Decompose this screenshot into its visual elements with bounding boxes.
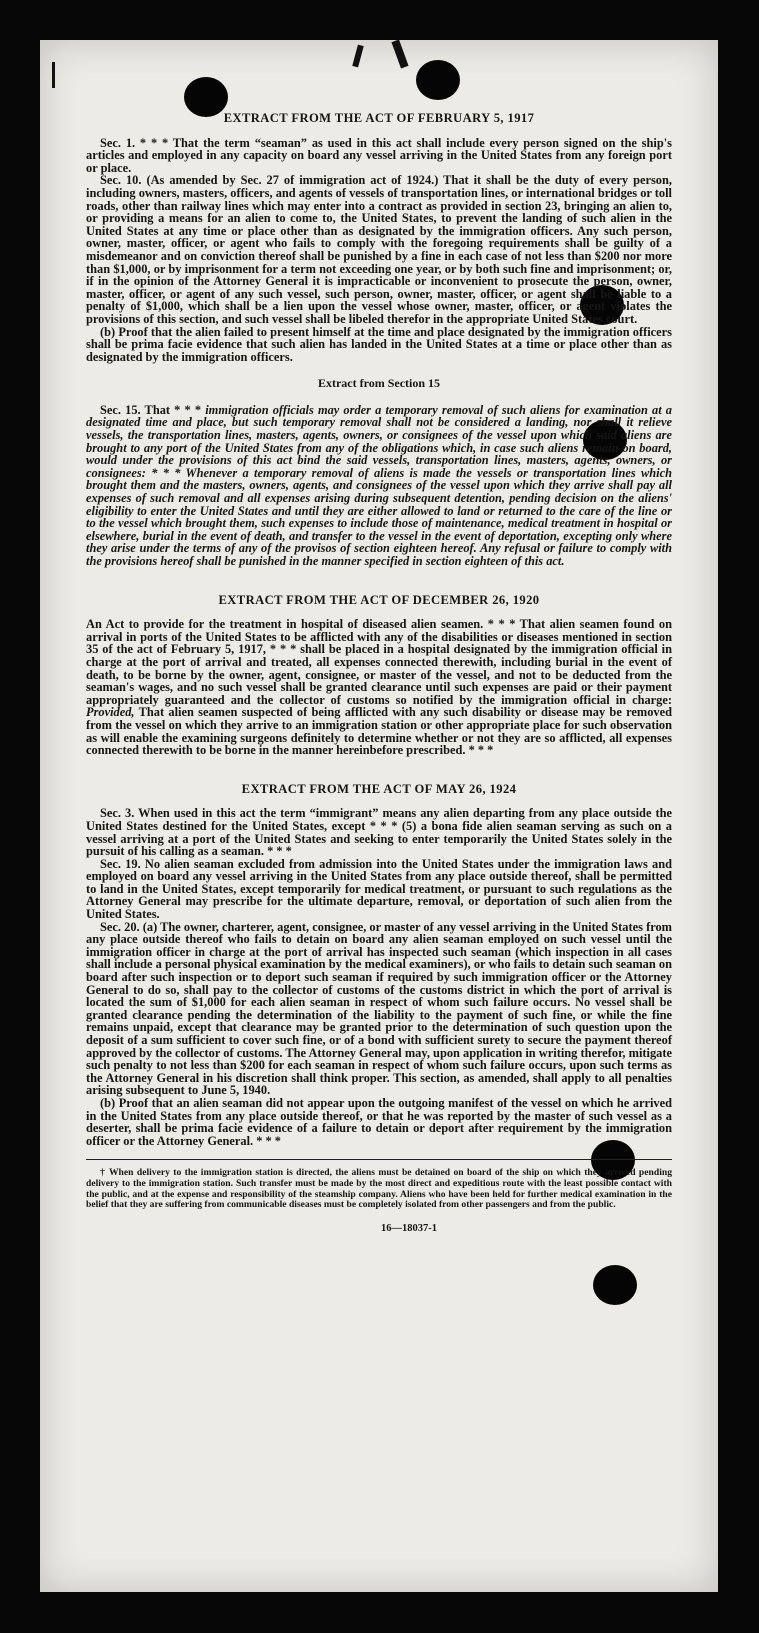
footnote: † When delivery to the immigration station is directed, the aliens must be detained on board of the ship on which they arrived pending delivery to the immigration station. Such transfer must be made by the most direct and expeditious route with the least possible contact with the public, and at the expense and responsibility of the steamship company. Aliens who have been held for further medical examination in the belief that they are suffering from communicable diseases must be completely isolated from other passengers and from the public.	[86, 1167, 672, 1211]
act-1920-text: An Act to provide for the treatment in hospital of diseased alien seamen. * * * That alien seamen found on arrival in ports of the United States to be afflicted with any of the disabilities or diseases mentioned in section 35 of the act of February 5, 1917, * * * shall be placed in a hospital designated by the immigration official in charge at the port of arrival and treated, all expenses connected therewith, including burial in the event of death, to be borne by the owner, agent, consignee, or master of the vessel, and not to be deducted from the seaman's wages, and no such vessel shall be granted clearance until such expenses are paid or their payment appropriately guaranteed and the collector of customs so notified by the immigration official in charge:	[86, 617, 672, 707]
heading-act-1920: EXTRACT FROM THE ACT OF DECEMBER 26, 1920	[218, 592, 540, 607]
paragraph-sec-10: Sec. 10. (As amended by Sec. 27 of immigration act of 1924.) That it shall be the duty of every person, including owners, masters, officers, and agents of vessels of transportation lines, or international bridges or toll roads, other than railway lines which may enter into a contract as provided in section 23, bringing an alien to, or providing a means for an alien to come to, the United States, to prevent the landing of such alien in the United States at any time or place other than as designated by the immigration officers. Any such person, owner, master, officer, or agent who fails to comply with the foregoing requirements shall be guilty of a misdemeanor and on conviction thereof shall be punished by a fine in each case of not less than $200 nor more than $1,000, or by imprisonment for a term not exceeding one year, or by both such fine and imprisonment; or, if in the opinion of the Attorney General it is impracticable or inconvenient to prosecute the person, owner, master, officer, or agent of any such vessel, such person, owner, master, officer, or agent shall be liable to a penalty of $1,000, which shall be a lien upon the vessel whose owner, master, officer, or agent violates the provisions of this section, and such vessel shall be libeled therefor in the appropriate United States court.	[86, 173, 672, 326]
sec-15-lead: Sec. 15. That * * *	[100, 402, 206, 417]
paragraph-sec-15	[86, 404, 672, 568]
punch-hole	[593, 1265, 637, 1305]
heading-act-1917: EXTRACT FROM THE ACT OF FEBRUARY 5, 1917	[223, 111, 535, 125]
sec-15-italic-text: immigration officials may order a temporary removal of such aliens for examination at a designated time and place, but such temporary removal shall not be considered a landing, nor shall it relieve vessels, the transportation lines, masters, agents, owners, or consignees of the vessel upon which said aliens are brought to any port of the United States from any of the obligations which, in case such aliens remain on board, would under the provisions of this act bind the said vessels, transportation lines, masters, agents, owners, or consignees: * * * Whenever a temporary removal of aliens is made the vessels or transportation lines which brought them and the masters, owners, agents, and consignees of the vessel upon which they arrive shall pay all expenses of such removal and all expenses arising during subsequent detention, pending decision on the aliens' eligibility to enter the United States and until they are either allowed to land or returned to the care of the line or to the vessel which brought them, such expenses to include those of maintenance, medical treatment in hospital or elsewhere, burial in the event of death, and transfer to the vessel in the event of deportation, excepting only where they arise under the terms of any of the provisos of section eighteen hereof. Any refusal or failure to comply with the provisions hereof shall be punished in the manner specified in section eighteen of this act.	[86, 402, 672, 568]
ink-mark	[391, 40, 408, 69]
paragraph-sec-1: Sec. 1. * * * That the term “seaman” as used in this act shall include every person signed on the ship's articles and employed in any capacity on board any vessel arriving in the United States from any foreign port or place.	[86, 135, 672, 175]
document-page	[40, 40, 718, 1592]
punch-hole	[184, 77, 228, 117]
punch-hole	[416, 60, 460, 100]
heading-act-1924: EXTRACT FROM THE ACT OF MAY 26, 1924	[241, 781, 517, 796]
heading-section-15: Extract from Section 15	[317, 376, 441, 391]
form-code: 16—18037-1	[381, 1222, 437, 1234]
document-body	[86, 112, 672, 1235]
paragraph-sec-20b: (b) Proof that an alien seaman did not appear upon the outgoing manifest of the vessel on which he arrived in the United States from any place outside thereof, or that he was reported by the master of such vessel as a deserter, shall be prima facie evidence of a failure to detain or deport after requirement by the immigration officer or the Attorney General. * * *	[86, 1095, 672, 1148]
ink-mark	[52, 62, 55, 88]
act-1920-provided: Provided,	[86, 705, 135, 720]
footnote-divider	[86, 1159, 672, 1160]
paragraph-sec-3: Sec. 3. When used in this act the term “immigrant” means any alien departing from any place outside the United States destined for the United States, except * * * (5) a bona fide alien seaman serving as such on a vessel arriving at a port of the United States and seeking to enter temporarily the United States solely in the pursuit of his calling as a seaman. * * *	[86, 806, 672, 859]
ink-mark	[352, 45, 363, 68]
paragraph-sec-19: Sec. 19. No alien seaman excluded from admission into the United States under the immigration laws and employed on board any vessel arriving in the United States from any place outside thereof, shall be permitted to land in the United States, except temporarily for medical treatment, or pursuant to such regulations as the Attorney General may prescribe for the ultimate departure, removal, or deportation of such alien from the United States.	[86, 856, 672, 922]
paragraph-sec-10b: (b) Proof that the alien failed to present himself at the time and place designated by the immigration officers shall be prima facie evidence that such alien has landed in the United States at a time or place other than as designated by the immigration officers.	[86, 324, 672, 364]
paragraph-sec-20: Sec. 20. (a) The owner, charterer, agent, consignee, or master of any vessel arriving in the United States from any place outside thereof who fails to detain on board any alien seaman employed on such vessel until the immigration officer in charge at the port of arrival has inspected such seaman (which inspection in all cases shall include a personal physical examination by the medical examiners), or who fails to detain such seaman on board after such inspection or to deport such seaman if required by such immigration officer or the Attorney General to do so, shall pay to the collector of customs of the customs district in which the port of arrival is located the sum of $1,000 for each alien seaman in respect of whom such failure occurs. No vessel shall be granted clearance pending the determination of the liability to the payment of such fine, or while the fine remains unpaid, except that clearance may be granted prior to the determination of such question upon the deposit of a sum sufficient to cover such fine, or of a bond with sufficient surety to secure the payment thereof approved by the collector of customs. The Attorney General may, upon application in writing therefor, mitigate such penalty to not less than $200 for each seaman in respect of whom such failure occurs, upon such terms as the Attorney General in his discretion shall think proper. This section, as amended, shall apply to all penalties arising subsequent to June 5, 1940.	[86, 919, 672, 1098]
act-1920-proviso: That alien seamen suspected of being afflicted with any such disability or disease may be removed from the vessel on which they arrive to an immigration station or other appropriate place for such observation as will enable the examining surgeons definitely to determine whether or not they are so afflicted, all expenses connected therewith to be borne in the manner hereinbefore prescribed. * * *	[86, 705, 672, 758]
paragraph-act-1920	[86, 618, 672, 757]
